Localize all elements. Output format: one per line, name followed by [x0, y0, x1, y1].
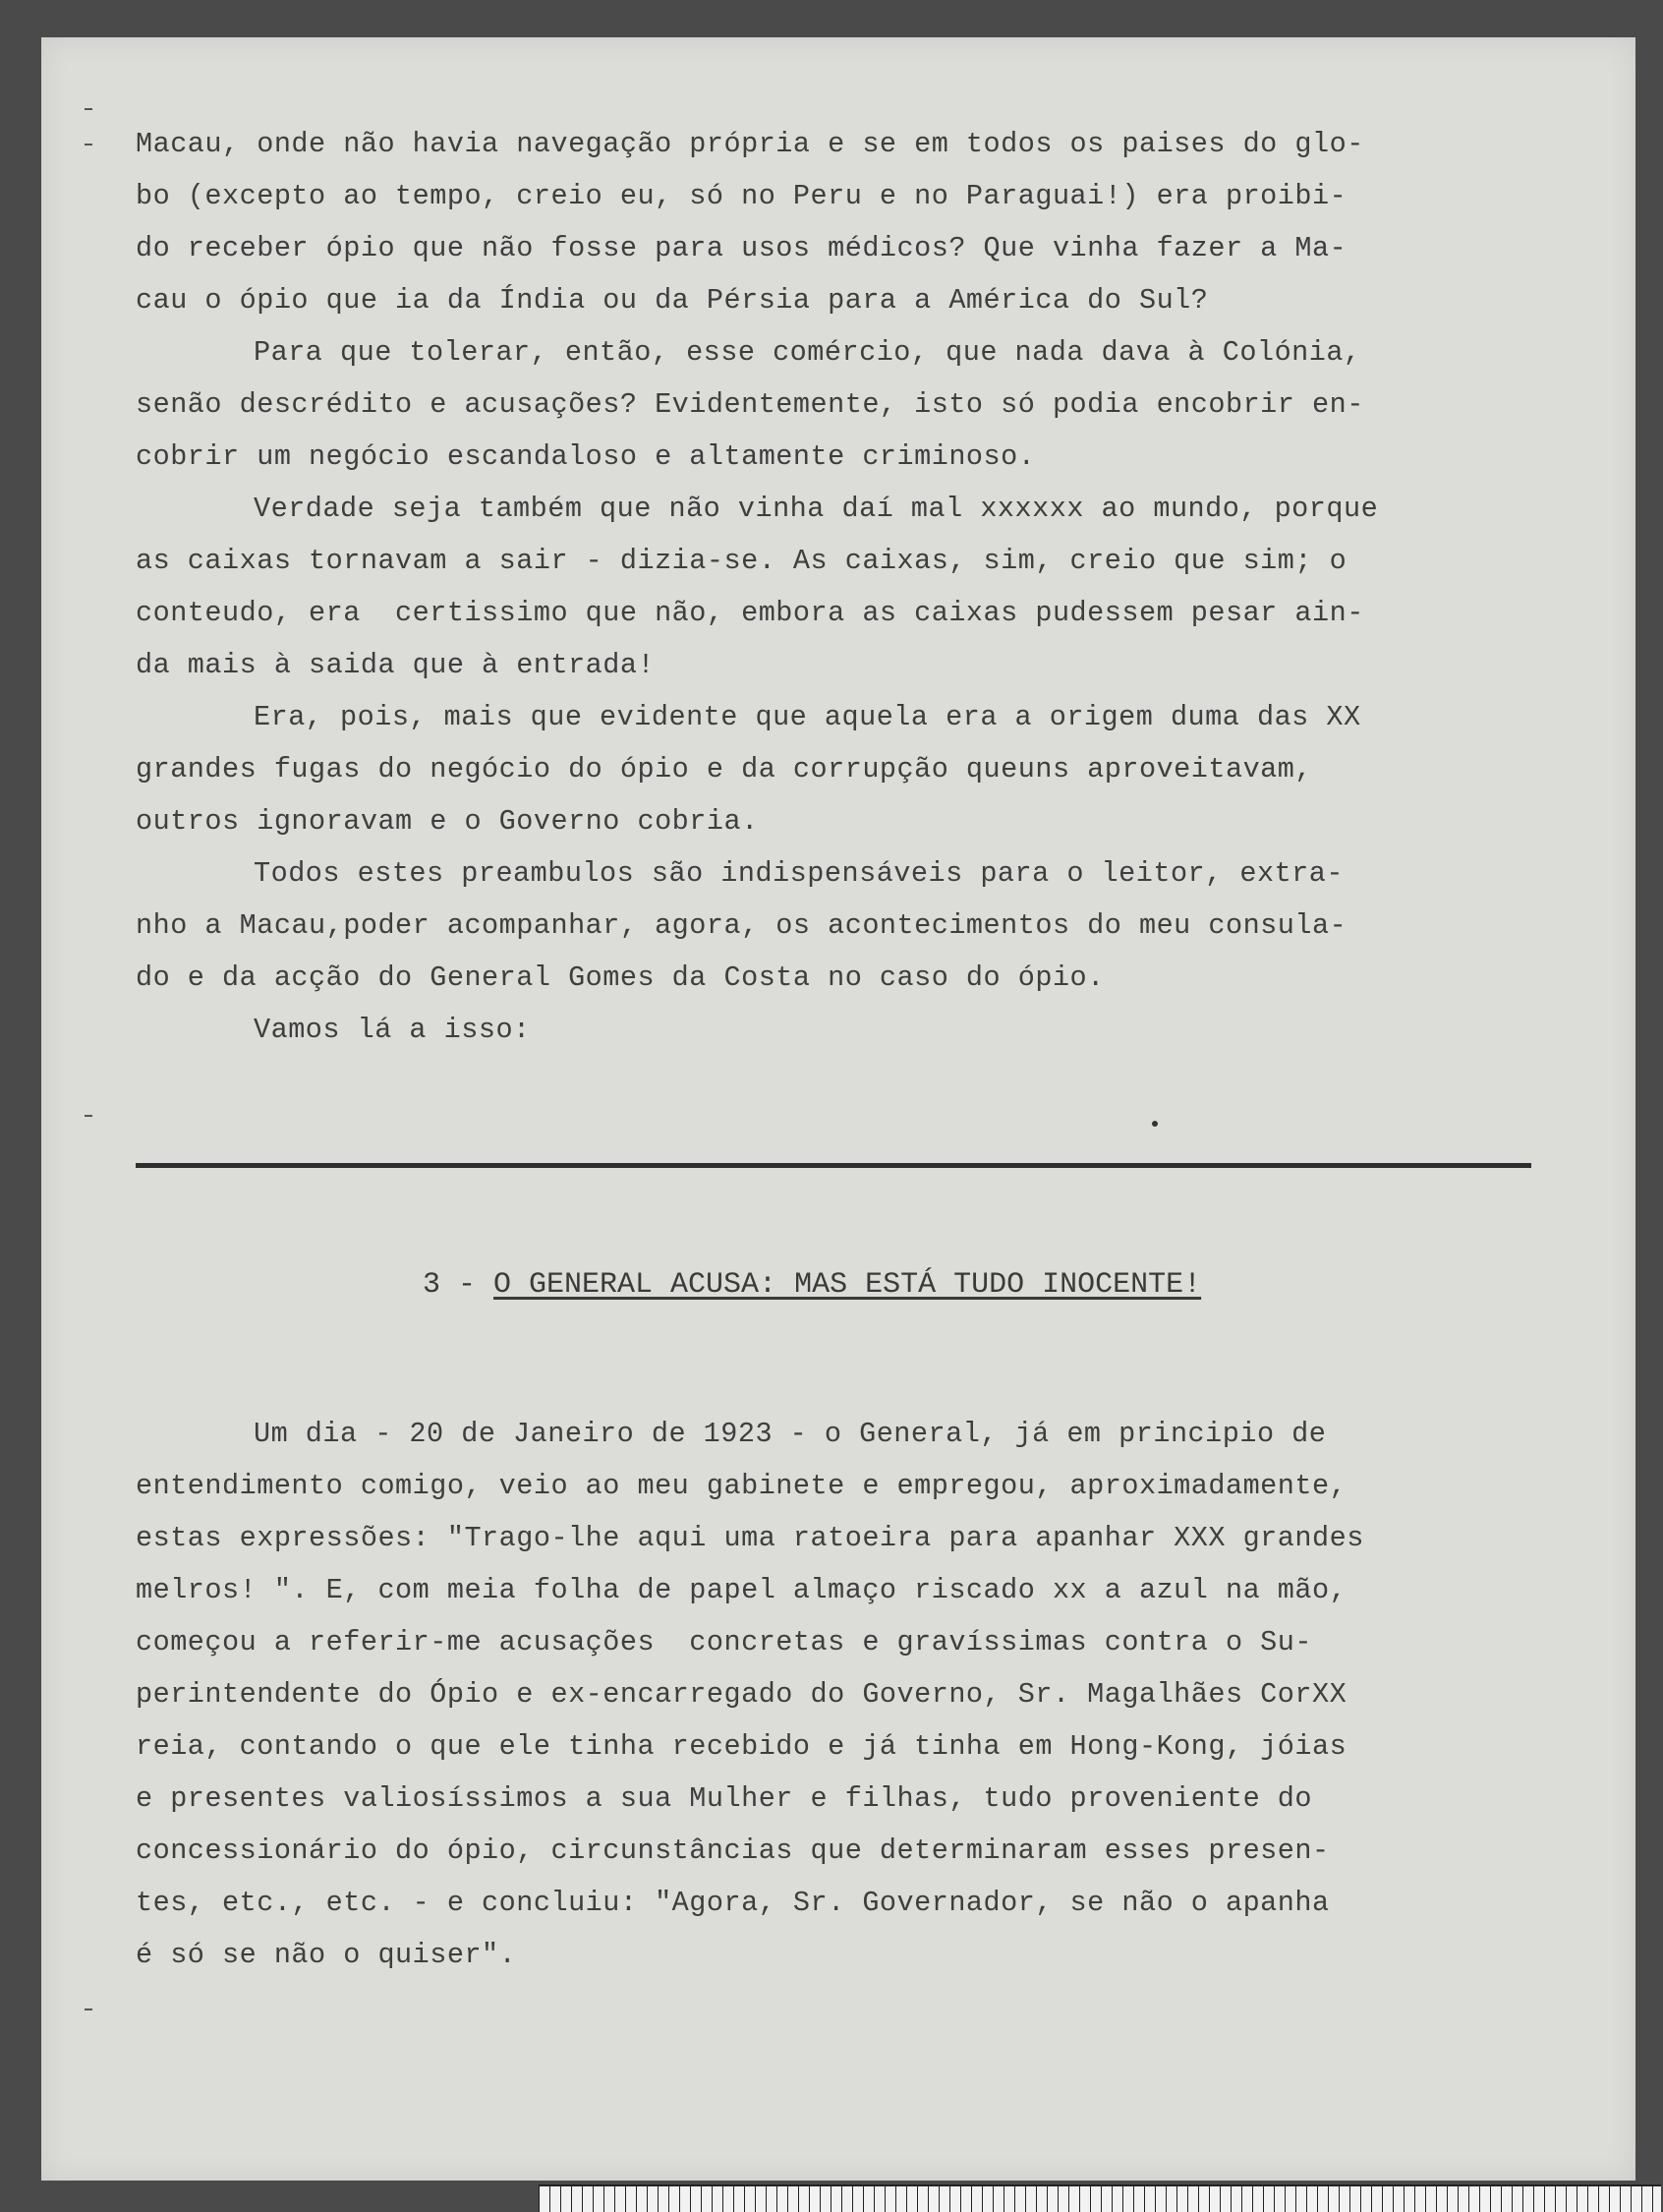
- section-divider: [136, 1163, 1531, 1168]
- text-line: do receber ópio que não fosse para usos médicos? Que vinha fazer a Ma-: [136, 232, 1348, 264]
- margin-mark: [85, 2008, 92, 2010]
- section-heading: [423, 1268, 1201, 1302]
- text-line: Todos estes preambulos são indispensáveis para o leitor, extra-: [254, 857, 1344, 890]
- scale-ruler: [539, 2184, 1661, 2212]
- text-line: perintendente do Ópio e ex-encarregado do Governo, Sr. Magalhães CorXX: [136, 1678, 1348, 1711]
- text-line: Para que tolerar, então, esse comércio, que nada dava à Colónia,: [254, 336, 1361, 369]
- text-line: nho a Macau,poder acompanhar, agora, os acontecimentos do meu consula-: [136, 909, 1348, 942]
- text-line: do e da acção do General Gomes da Costa no caso do ópio.: [136, 961, 1105, 994]
- text-line: bo (excepto ao tempo, creio eu, só no Peru e no Paraguai!) era proibi-: [136, 180, 1348, 212]
- text-line: começou a referir-me acusações concretas e gravíssimas contra o Su-: [136, 1626, 1312, 1659]
- text-line: conteudo, era certissimo que não, embora as caixas pudessem pesar ain-: [136, 597, 1364, 629]
- margin-mark: [85, 108, 92, 110]
- text-line: grandes fugas do negócio do ópio e da corrupção queuns aproveitavam,: [136, 753, 1312, 786]
- text-line: outros ignoravam e o Governo cobria.: [136, 805, 759, 838]
- text-line: concessionário do ópio, circunstâncias que determinaram esses presen-: [136, 1834, 1330, 1867]
- text-line: estas expressões: "Trago-lhe aqui uma ratoeira para apanhar XXX grandes: [136, 1522, 1364, 1554]
- text-line: Vamos lá a isso:: [254, 1014, 531, 1046]
- text-line: é só se não o quiser".: [136, 1939, 517, 1971]
- heading-number: 3 -: [423, 1268, 494, 1302]
- margin-mark: [85, 1115, 92, 1117]
- text-line: reia, contando o que ele tinha recebido e já tinha em Hong-Kong, jóias: [136, 1730, 1348, 1763]
- text-line: melros! ". E, com meia folha de papel almaço riscado xx a azul na mão,: [136, 1574, 1348, 1606]
- paragraph-upper: [136, 118, 1551, 1056]
- text-line: entendimento comigo, veio ao meu gabinete e empregou, aproximadamente,: [136, 1470, 1348, 1502]
- text-line: cobrir um negócio escandaloso e altamente criminoso.: [136, 440, 1036, 473]
- margin-mark: [85, 144, 92, 146]
- text-line: e presentes valiosíssimos a sua Mulher e filhas, tudo proveniente do: [136, 1782, 1312, 1815]
- text-line: senão descrédito e acusações? Evidentemente, isto só podia encobrir en-: [136, 388, 1364, 421]
- text-line: as caixas tornavam a sair - dizia-se. As caixas, sim, creio que sim; o: [136, 545, 1348, 577]
- text-line: tes, etc., etc. - e concluiu: "Agora, Sr. Governador, se não o apanha: [136, 1887, 1330, 1919]
- text-line: Um dia - 20 de Janeiro de 1923 - o General, já em principio de: [254, 1418, 1327, 1450]
- text-line: cau o ópio que ia da Índia ou da Pérsia para a América do Sul?: [136, 284, 1209, 317]
- text-line: Era, pois, mais que evidente que aquela era a origem duma das XX: [254, 701, 1361, 733]
- text-line: Verdade seja também que não vinha daí mal xxxxxx ao mundo, porque: [254, 493, 1379, 525]
- paragraph-lower: [136, 1408, 1551, 1981]
- text-line: Macau, onde não havia navegação própria e se em todos os paises do glo-: [136, 128, 1364, 160]
- ink-dot: [1152, 1121, 1158, 1127]
- text-line: da mais à saida que à entrada!: [136, 649, 656, 681]
- heading-title: O GENERAL ACUSA: MAS ESTÁ TUDO INOCENTE!: [493, 1268, 1202, 1302]
